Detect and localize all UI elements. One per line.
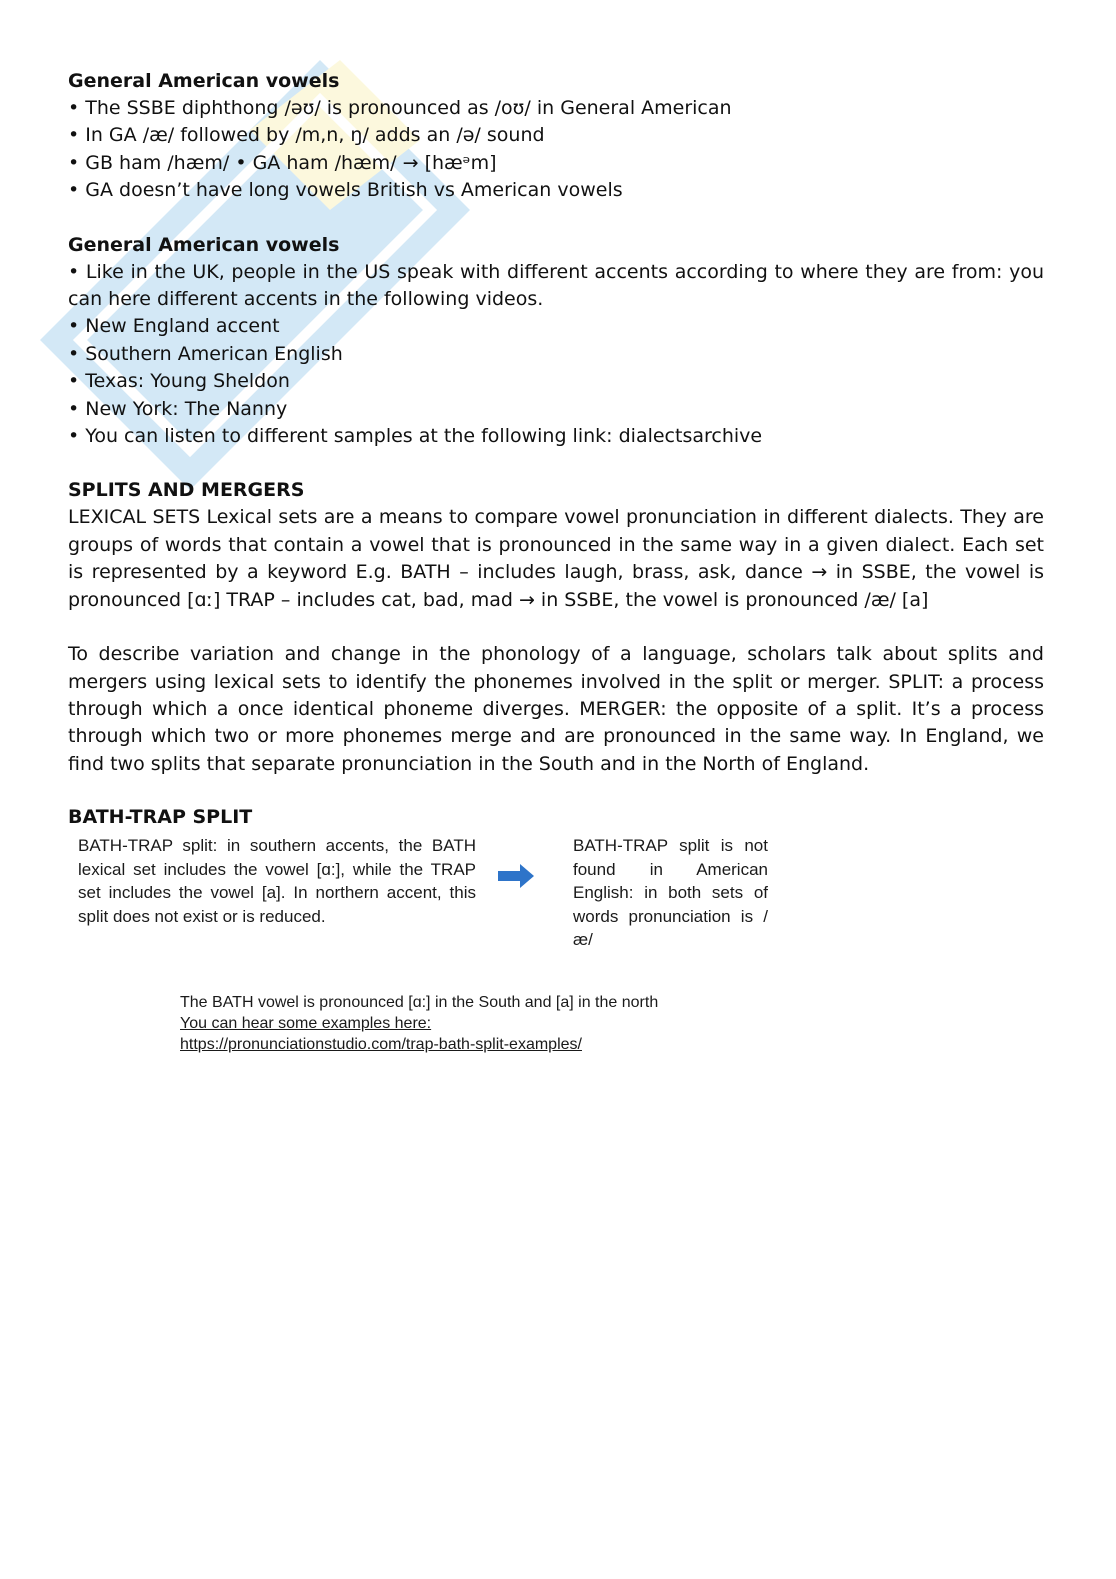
section2-bullet: • Southern American English	[68, 342, 343, 365]
section2-bullet: • New York: The Nanny	[68, 397, 288, 420]
section1-bullet: • In GA /æ/ followed by /m,n, ŋ/ adds an /ə/ sound	[68, 124, 545, 147]
section2-bullet: • Texas: Young Sheldon	[68, 370, 290, 393]
section1-heading: General American vowels	[68, 70, 340, 92]
splits-mergers-paragraph: To describe variation and change in the phonology of a language, scholars talk about splits and mergers using lexical sets to identify the phonemes involved in the split or merger. SPLIT: a process through which a once identical phoneme diverges. MERGER: the opposite of a split. It’s a process through which two or more phonemes merge and are pronounced in the same way. In England, we find two splits that separate pronunciation in the South and in the North of England.	[68, 643, 1044, 775]
figure-right-text: BATH-TRAP split is not found in American English: in both sets of words pronunciation is /æ/	[573, 836, 768, 949]
bath-vowel-note	[180, 992, 700, 1055]
section2-bullet: • New England accent	[68, 315, 280, 338]
section2-bullet: • You can listen to different samples at the following link: dialectsarchive	[68, 425, 763, 448]
note-url	[180, 1034, 700, 1055]
examples-link-label[interactable]: You can hear some examples here:	[180, 1015, 432, 1032]
section4-heading: BATH-TRAP SPLIT	[68, 806, 253, 829]
note-examples-label	[180, 1013, 700, 1034]
section1-bullet: • GB ham /hæm/ • GA ham /hæm/ → [hæᵊm]	[68, 151, 497, 174]
figure-left-text: BATH-TRAP split: in southern accents, the BATH lexical set includes the vowel [ɑ:], while the TRAP set includes the vowel [a]. In northern accent, this split does not exist or is reduced.	[78, 836, 476, 926]
section3-heading: SPLITS AND MERGERS	[68, 479, 305, 502]
note-line: The BATH vowel is pronounced [ɑ:] in the South and [a] in the north	[180, 994, 659, 1011]
section1-bullet: • The SSBE diphthong /əʊ/ is pronounced as /oʊ/ in General American	[68, 97, 732, 119]
section2-intro: • Like in the UK, people in the US speak with different accents according to where they are from: you can here different accents in the following videos.	[68, 260, 1044, 311]
bath-trap-figure	[78, 834, 798, 964]
lexical-sets-paragraph: LEXICAL SETS Lexical sets are a means to compare vowel pronunciation in different dialects. They are groups of words that contain a vowel that is pronounced in the same way in a given dialect. Each set is represented by a keyword E.g. BATH – includes laugh, brass, ask, dance → in SSBE, the vowel is pronounced [ɑː] TRAP – includes cat, bad, mad → in SSBE, the vowel is pronounced /æ/ [a]	[68, 506, 1044, 611]
examples-url-link[interactable]: https://pronunciationstudio.com/trap-bath-split-examples/	[180, 1036, 582, 1053]
section1-bullet: • GA doesn’t have long vowels British vs American vowels	[68, 179, 623, 202]
right-arrow-icon	[498, 864, 534, 888]
main-content	[68, 68, 1044, 831]
section2-heading: General American vowels	[68, 233, 340, 256]
